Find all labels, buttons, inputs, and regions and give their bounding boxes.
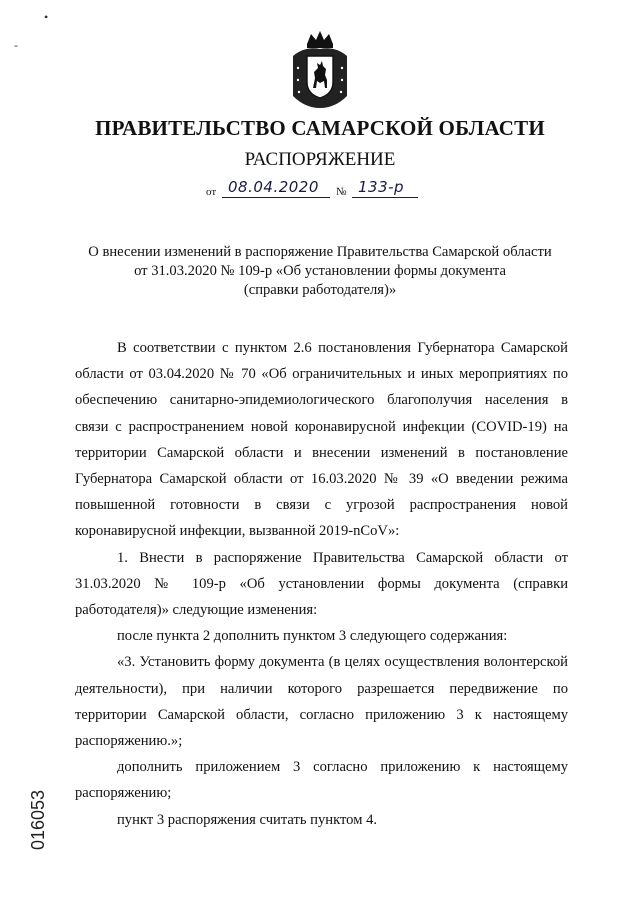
date-number-line (206, 178, 446, 202)
side-serial-number: 016053 (28, 789, 48, 850)
subject-line: (справки работодателя)» (243, 282, 397, 298)
number-prefix: № (336, 186, 347, 198)
body-paragraph: пункт 3 распоряжения считать пунктом 4. (117, 811, 378, 828)
document-subject (60, 243, 580, 300)
samara-coat-of-arms-icon (285, 28, 355, 110)
body-paragraph: после пункта 2 дополнить пунктом 3 следующего содержания: (117, 628, 508, 645)
body-paragraph: «3. Установить форму документа (в целях осуществления волонтерской деятельности), при наличии которого разрешается передвижение по территории Самарской области, согласно приложению 3 к настоящему распоряжению.»; (75, 654, 568, 750)
subject-line: О внесении изменений в распоряжение Правительства Самарской области (88, 244, 552, 260)
date-prefix: от (206, 186, 217, 198)
body-paragraph: В соответствии с пунктом 2.6 постановления Губернатора Самарской области от 03.04.2020 № 70 «Об ограничительных и иных мероприятиях по обеспечению санитарно-эпидемиологического благополучия населения в связи с распространением новой коронавирусной инфекции (COVID-19) на территории Самарской области и внесении изменений в постановление Губернатора Самарской области от 16.03.2020 № 39 «О введении режима повышенной готовности в связи с угрозой распространения новой коронавирусной инфекции, вызванной 2019-nCoV»: (75, 340, 568, 540)
date-value: 08.04.2020 (228, 178, 319, 196)
body-paragraph: дополнить приложением 3 согласно приложению к настоящему распоряжению; (75, 759, 568, 802)
government-title: ПРАВИТЕЛЬСТВО САМАРСКОЙ ОБЛАСТИ (95, 116, 545, 140)
body-paragraph: 1. Внести в распоряжение Правительства Самарской области от 31.03.2020 № 109-р «Об установлении формы документа (справки работодателя)» следующие изменения: (75, 549, 568, 619)
number-underline (352, 197, 418, 198)
document-body (75, 335, 568, 833)
date-underline (222, 197, 330, 198)
document-type: РАСПОРЯЖЕНИЕ (244, 149, 396, 170)
subject-line: от 31.03.2020 № 109-р «Об установлении формы документа (134, 263, 506, 279)
scan-speck: - (14, 38, 18, 52)
number-value: 133-р (358, 178, 405, 196)
scan-speck: • (44, 10, 49, 24)
